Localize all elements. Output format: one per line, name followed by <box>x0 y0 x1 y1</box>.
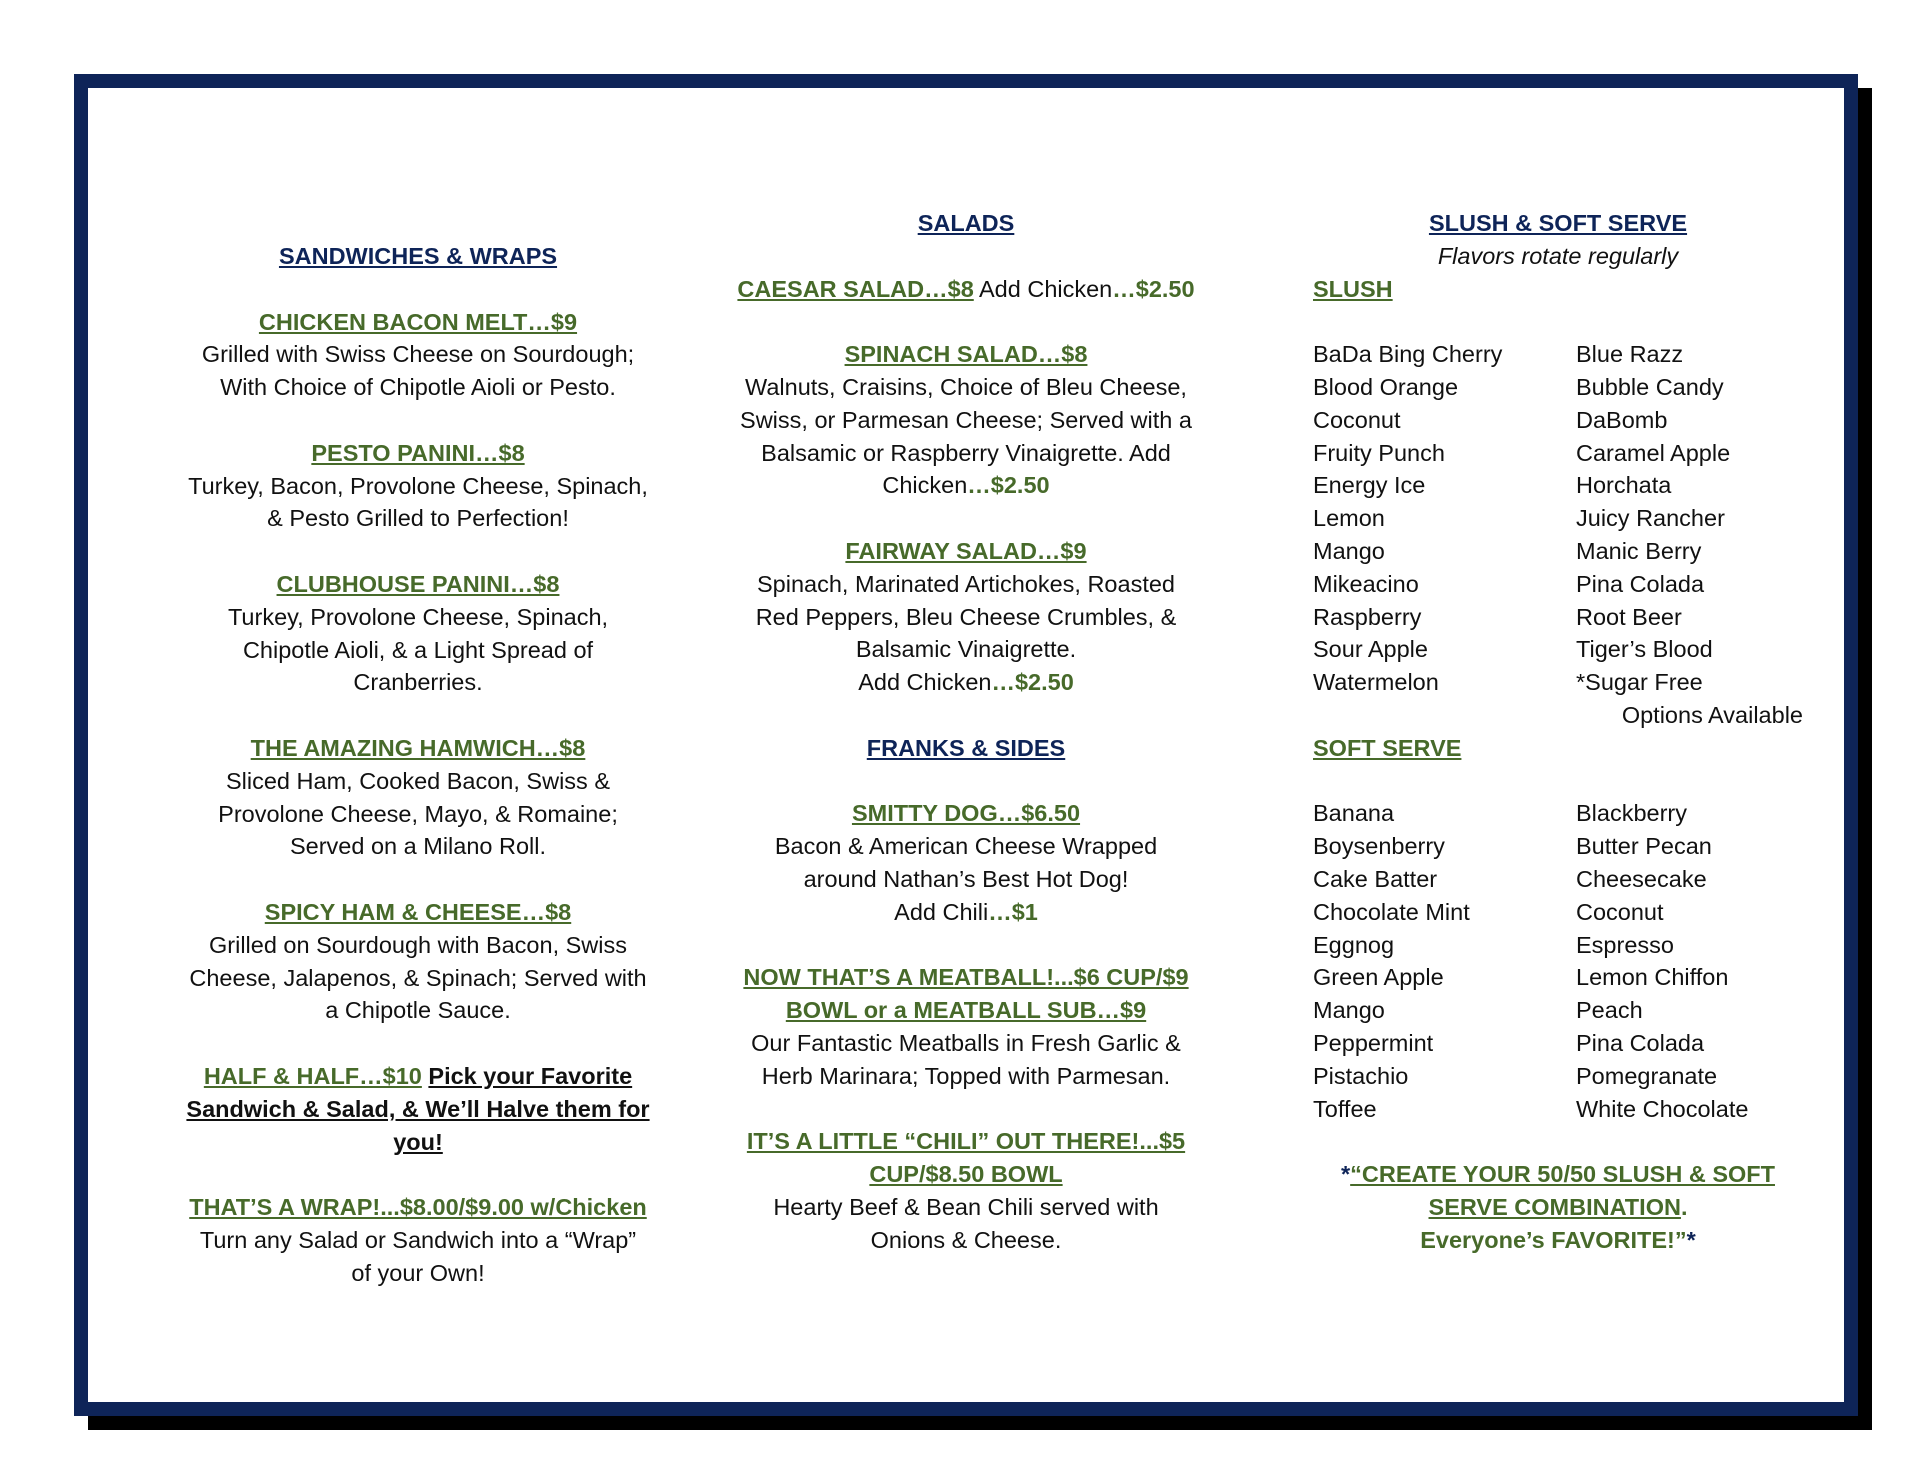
flavor-item: Coconut <box>1576 898 1664 925</box>
menu-item-description: Hearty Beef & Bean Chili served with <box>773 1193 1159 1220</box>
flavor-item: Green Apple <box>1313 964 1444 991</box>
menu-item-title: CHICKEN BACON MELT…$9 <box>258 308 578 335</box>
menu-item-description: Walnuts, Craisins, Choice of Bleu Cheese, <box>745 373 1187 400</box>
flavor-item: Boysenberry <box>1313 833 1445 860</box>
caesar-salad-item <box>718 273 1214 306</box>
menu-item-description: Onions & Cheese. <box>870 1226 1062 1253</box>
menu-item-title: IT’S A LITTLE “CHILI” OUT THERE!...$5 <box>746 1128 1186 1155</box>
salads-column <box>718 88 1214 1257</box>
slush-heading: SLUSH & SOFT SERVE <box>1428 210 1688 236</box>
menu-item-description: Grilled with Swiss Cheese on Sourdough; <box>201 341 635 368</box>
flavor-item: Eggnog <box>1313 931 1395 958</box>
sandwiches-column <box>170 88 666 1290</box>
flavor-item: Blood Orange <box>1313 373 1459 400</box>
menu-item-description: Add Chicken <box>979 275 1113 302</box>
menu-item-description: With Choice of Chipotle Aioli or Pesto. <box>220 374 616 401</box>
combo-text: SERVE COMBINATION <box>1428 1193 1681 1220</box>
menu-item-description: Swiss, or Parmesan Cheese; Served with a <box>740 406 1192 433</box>
menu-panel <box>88 88 1844 1402</box>
menu-item-title: SPINACH SALAD…$8 <box>844 341 1088 368</box>
flavor-item: Root Beer <box>1576 603 1682 630</box>
sandwiches-heading: SANDWICHES & WRAPS <box>278 243 558 269</box>
menu-item-description: Sliced Ham, Cooked Bacon, Swiss & <box>226 767 610 794</box>
menu-item-description: Balsamic or Raspberry Vinaigrette. Add <box>761 439 1171 466</box>
menu-item-description: Provolone Cheese, Mayo, & Romaine; <box>218 800 618 827</box>
salads-heading: SALADS <box>917 210 1015 236</box>
flavor-item: Tiger’s Blood <box>1576 636 1713 663</box>
menu-item-title: SPICY HAM & CHEESE…$8 <box>264 898 572 925</box>
flavor-item: Cake Batter <box>1313 865 1438 892</box>
flavor-item: Mango <box>1313 997 1385 1024</box>
menu-item-description: Turkey, Bacon, Provolone Cheese, Spinach, <box>188 472 648 499</box>
menu-item-description: Cranberries. <box>353 669 483 696</box>
menu-item-description: Cheese, Jalapenos, & Spinach; Served with <box>189 964 647 991</box>
flavor-item: Fruity Punch <box>1313 439 1445 466</box>
flavor-item: Caramel Apple <box>1576 439 1731 466</box>
flavor-item: Coconut <box>1313 406 1401 433</box>
flavor-item: Lemon <box>1313 505 1385 532</box>
menu-item-price: …$2.50 <box>991 669 1074 696</box>
menu-item-title: BOWL or a MEATBALL SUB…$9 <box>785 997 1147 1024</box>
slush-flavors-right <box>1576 338 1803 699</box>
flavor-item: Watermelon <box>1313 669 1439 696</box>
franks-heading: FRANKS & SIDES <box>866 734 1066 761</box>
menu-item-description: Turkey, Provolone Cheese, Spinach, <box>227 603 609 630</box>
flavor-item: Peach <box>1576 997 1643 1024</box>
menu-item-description: Add Chili <box>894 898 989 925</box>
flavor-item: Blackberry <box>1576 800 1688 827</box>
menu-item-description: Herb Marinara; Topped with Parmesan. <box>761 1062 1171 1089</box>
combo-promo <box>1313 1158 1803 1191</box>
menu-item-description: Add Chicken <box>858 669 992 696</box>
flavor-item: DaBomb <box>1576 406 1668 433</box>
flavor-item: Juicy Rancher <box>1576 505 1725 532</box>
menu-item-title: FAIRWAY SALAD…$9 <box>845 537 1087 564</box>
flavor-item: Banana <box>1313 800 1395 827</box>
menu-item-description: Chipotle Aioli, & a Light Spread of <box>242 636 594 663</box>
slush-label: SLUSH <box>1313 275 1393 302</box>
flavor-item: Sour Apple <box>1313 636 1428 663</box>
menu-item-title: CAESAR SALAD…$8 <box>737 275 974 302</box>
menu-item-description: Bacon & American Cheese Wrapped <box>774 833 1158 860</box>
flavor-item: White Chocolate <box>1576 1095 1749 1122</box>
flavor-item: Manic Berry <box>1576 537 1702 564</box>
menu-item-title: SMITTY DOG…$6.50 <box>851 800 1081 827</box>
flavor-item: Pomegranate <box>1576 1062 1718 1089</box>
combo-text: “CREATE YOUR 50/50 SLUSH & SOFT <box>1350 1161 1775 1188</box>
slush-subtitle: Flavors rotate regularly <box>1437 242 1679 269</box>
half-and-half-item <box>170 1060 666 1093</box>
soft-serve-flavors-right <box>1576 797 1803 1125</box>
flavor-item: Espresso <box>1576 931 1674 958</box>
menu-item-price: …$2.50 <box>967 472 1050 499</box>
flavor-item: Horchata <box>1576 472 1672 499</box>
menu-item-description: Turn any Salad or Sandwich into a “Wrap” <box>199 1226 637 1253</box>
flavor-item: Energy Ice <box>1313 472 1426 499</box>
flavor-item: BaDa Bing Cherry <box>1313 341 1503 368</box>
menu-item-title: NOW THAT’S A MEATBALL!...$6 CUP/$9 <box>743 964 1189 991</box>
flavor-item: Pina Colada <box>1576 570 1705 597</box>
menu-item-price: …$1 <box>988 898 1038 925</box>
combo-text: Everyone’s FAVORITE!” <box>1420 1226 1687 1253</box>
flavor-item: Butter Pecan <box>1576 833 1712 860</box>
slush-flavor-list <box>1313 338 1803 699</box>
combo-star: * <box>1341 1161 1351 1188</box>
menu-item-description: Balsamic Vinaigrette. <box>855 636 1077 663</box>
menu-item-description: Chicken <box>882 472 968 499</box>
menu-item-title: CUP/$8.50 BOWL <box>869 1161 1063 1188</box>
menu-item-description: & Pesto Grilled to Perfection! <box>267 505 569 532</box>
slush-flavors-left <box>1313 338 1576 699</box>
menu-item-description: Served on a Milano Roll. <box>289 833 547 860</box>
slush-note: Options Available <box>1621 701 1803 728</box>
flavor-item: *Sugar Free <box>1576 669 1703 696</box>
menu-item-title: HALF & HALF…$10 <box>203 1062 422 1089</box>
flavor-item: Pina Colada <box>1576 1029 1705 1056</box>
flavor-item: Raspberry <box>1313 603 1422 630</box>
menu-item-title: CLUBHOUSE PANINI…$8 <box>276 570 560 597</box>
combo-star: * <box>1686 1226 1696 1253</box>
menu-item-description: Red Peppers, Bleu Cheese Crumbles, & <box>755 603 1177 630</box>
menu-item-description: of your Own! <box>351 1259 485 1286</box>
flavor-item: Toffee <box>1313 1095 1377 1122</box>
combo-period: . <box>1680 1193 1688 1220</box>
flavor-item: Bubble Candy <box>1576 373 1724 400</box>
menu-item-description: Pick your Favorite <box>428 1062 633 1089</box>
menu-item-title: THE AMAZING HAMWICH…$8 <box>250 734 586 761</box>
menu-item-title: PESTO PANINI…$8 <box>311 439 525 466</box>
soft-serve-label: SOFT SERVE <box>1313 734 1462 761</box>
menu-item-description: Spinach, Marinated Artichokes, Roasted <box>756 570 1175 597</box>
menu-item-description: around Nathan’s Best Hot Dog! <box>803 865 1129 892</box>
flavor-item: Peppermint <box>1313 1029 1434 1056</box>
flavor-item: Mango <box>1313 537 1385 564</box>
menu-item-description: Our Fantastic Meatballs in Fresh Garlic & <box>751 1029 1181 1056</box>
soft-serve-flavors-left <box>1313 797 1576 1125</box>
flavor-item: Cheesecake <box>1576 865 1707 892</box>
menu-item-title: THAT’S A WRAP!...$8.00/$9.00 w/Chicken <box>189 1194 647 1221</box>
flavor-item: Blue Razz <box>1576 341 1684 368</box>
menu-item-description: Grilled on Sourdough with Bacon, Swiss <box>209 931 627 958</box>
menu-item-description: a Chipotle Sauce. <box>325 997 511 1024</box>
flavor-item: Mikeacino <box>1313 570 1419 597</box>
flavor-item: Lemon Chiffon <box>1576 964 1729 991</box>
menu-item-description: Sandwich & Salad, & We’ll Halve them for <box>186 1095 650 1122</box>
slush-column <box>1313 88 1803 1257</box>
flavor-item: Chocolate Mint <box>1313 898 1470 925</box>
menu-item-description: you! <box>393 1128 443 1155</box>
flavor-item: Pistachio <box>1313 1062 1409 1089</box>
menu-item-price: …$2.50 <box>1112 275 1195 302</box>
soft-serve-flavor-list <box>1313 797 1803 1125</box>
